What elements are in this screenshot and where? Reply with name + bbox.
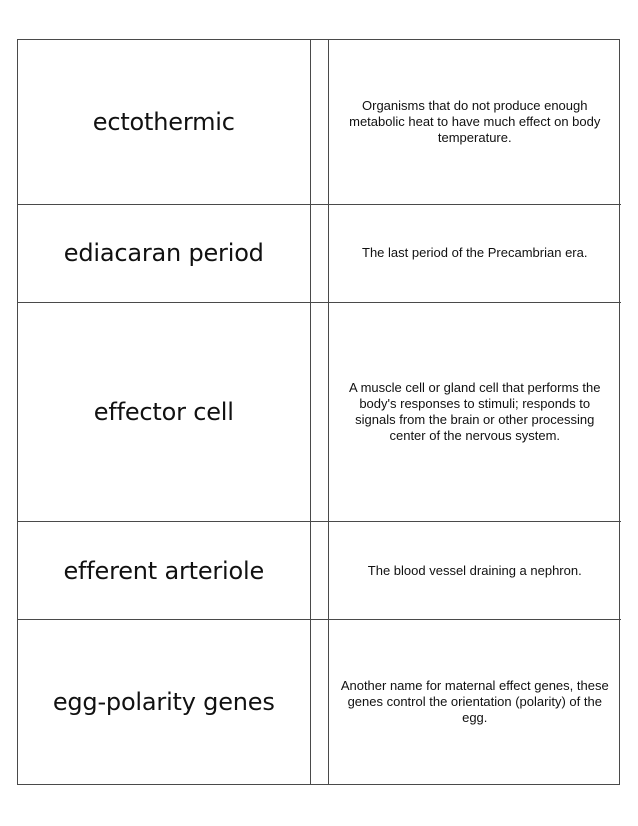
term-cell [18,204,310,302]
definition-cell [328,40,621,204]
definition-cell [328,620,621,784]
definition-text: Another name for maternal effect genes, these genes control the orientation (polarity) of the egg. [340,678,609,726]
gap-cell [310,204,328,302]
flashcard-row [18,522,621,620]
flashcard-row [18,302,621,522]
flashcard-sheet [17,39,620,785]
definition-text: Organisms that do not produce enough metabolic heat to have much effect on body temperature. [349,97,601,145]
definition-cell [328,204,621,302]
term-cell [18,522,310,620]
flashcard-table [18,40,621,784]
gap-cell [310,522,328,620]
definition-cell [328,302,621,522]
term-text: egg-polarity genes [52,688,275,717]
definition-cell [328,522,621,620]
gap-cell [310,302,328,522]
flashcard-row [18,620,621,784]
term-cell [18,620,310,784]
gap-cell [310,40,328,204]
term-cell [18,302,310,522]
term-text: efferent arteriole [63,556,265,585]
term-text: ediacaran period [63,239,264,268]
term-cell [18,40,310,204]
gap-cell [310,620,328,784]
term-text: ectothermic [92,107,235,136]
term-text: effector cell [93,397,234,426]
flashcard-row [18,204,621,302]
definition-text: A muscle cell or gland cell that performs the body's responses to stimuli; responds to signals from the brain or other processing center of the nervous system. [349,379,601,443]
definition-text: The blood vessel draining a nephron. [367,562,582,578]
flashcard-row [18,40,621,204]
definition-text: The last period of the Precambrian era. [362,245,588,261]
